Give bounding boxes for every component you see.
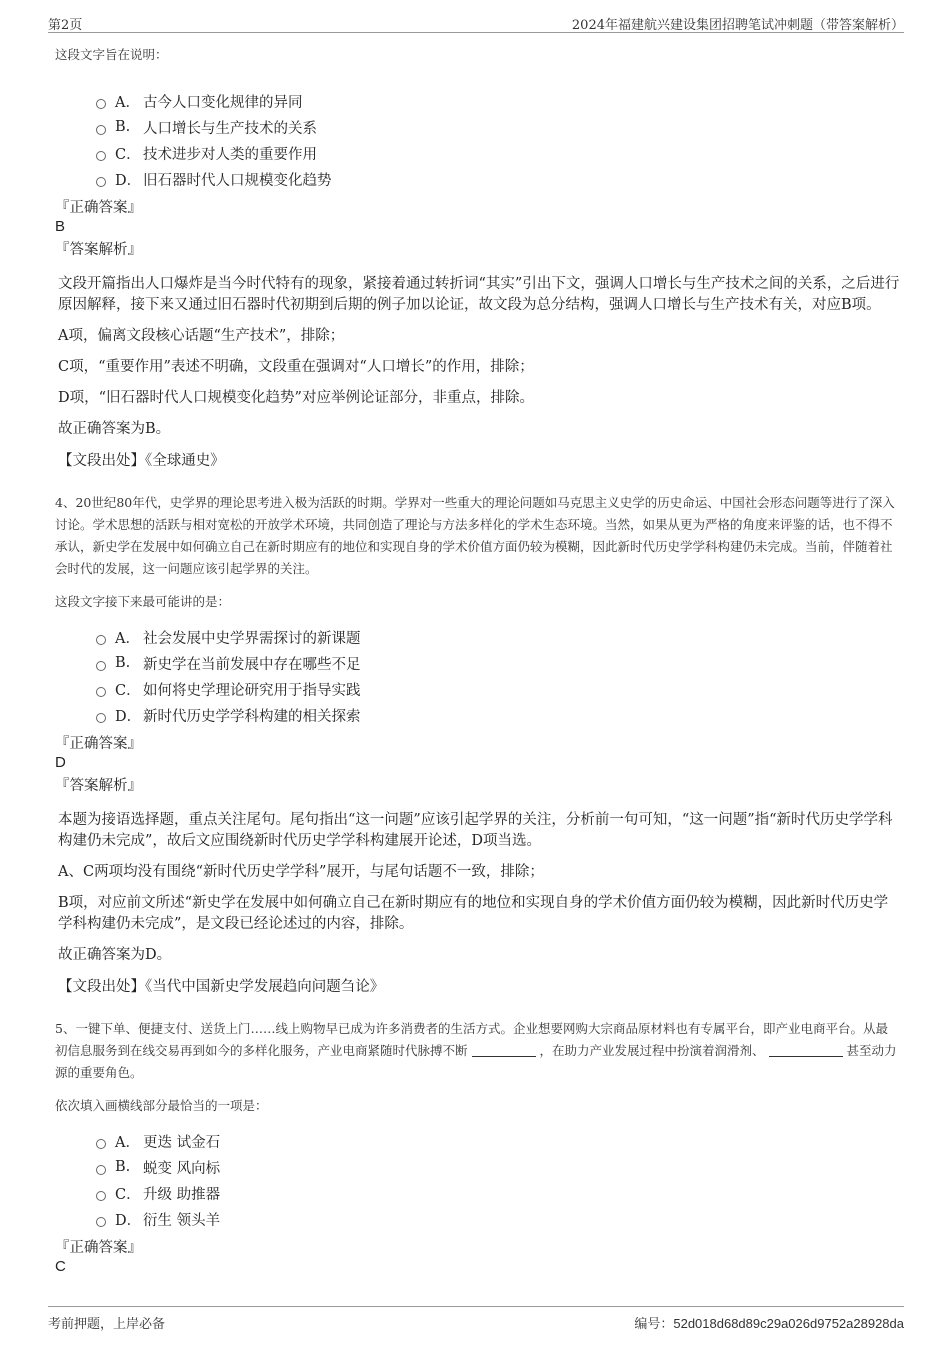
radio-icon[interactable] (96, 687, 106, 697)
analysis-paragraph: 文段开篇指出人口爆炸是当今时代特有的现象，紧接着通过转折词“其实”引出下文，强调人口增长与生产技术之间的关系，之后进行原因解释，接下来又通过旧石器时代初期到后期的例子加以论证，故文段为总分结构，强调人口增长与生产技术有关，对应B项。 (58, 276, 900, 313)
question-prompt: 依次填入画横线部分最恰当的一项是： (55, 1098, 268, 1113)
option-d[interactable]: D． 新时代历史学学科构建的相关探索 (96, 702, 900, 728)
analysis-paragraph: 故正确答案为D。 (58, 947, 172, 963)
question-4 (55, 492, 900, 998)
document-code: 编号：52d018d68d89c29a026d9752a28928da (634, 1316, 904, 1332)
analysis-paragraph: 故正确答案为B。 (58, 421, 171, 437)
page-footer (48, 1306, 904, 1335)
radio-icon[interactable] (96, 99, 106, 109)
radio-icon[interactable] (96, 1165, 106, 1175)
analysis-paragraph: C项，“重要作用”表述不明确，文段重在强调对“人口增长”的作用，排除； (58, 359, 534, 375)
option-a[interactable]: A． 更迭 试金石 (96, 1128, 900, 1154)
radio-icon[interactable] (96, 1191, 106, 1201)
radio-icon[interactable] (96, 151, 106, 161)
document-title: 2024年福建航兴建设集团招聘笔试冲刺题（带答案解析） (571, 18, 904, 33)
option-c[interactable]: C． 技术进步对人类的重要作用 (96, 140, 900, 166)
analysis-paragraph: A、C两项均没有围绕“新时代历史学学科”展开，与尾句话题不一致，排除； (58, 864, 544, 880)
option-b[interactable]: B. 人口增长与生产技术的关系 (96, 114, 900, 140)
radio-icon[interactable] (96, 1139, 106, 1149)
radio-icon[interactable] (96, 1217, 106, 1227)
page-header (48, 10, 904, 33)
correct-answer-label: 『正确答案』 (55, 736, 142, 752)
correct-answer-label: 『正确答案』 (55, 1240, 142, 1256)
option-b[interactable]: B. 蜕变 风向标 (96, 1154, 900, 1180)
correct-answer: C (55, 1258, 66, 1275)
radio-icon[interactable] (96, 177, 106, 187)
question-text: 4、20世纪80年代，史学界的理论思考进入极为活跃的时期。学界对一些重大的理论问题如马克思主义史学的历史命运、中国社会形态问题等进行了深入讨论。学术思想的活跃与相对宽松的开放学术环境，共同创造了理论与方法多样化的学术生态环境。当然，如果从更为严格的角度来评鉴的话，也不得不承认，新史学在发展中如何确立自己在新时期应有的地位和实现自身的学术价值方面仍较为模糊，因此新时代历史学学科构建仍未完成。当前，伴随着社会时代的发展，这一问题应该引起学界的关注。 (55, 495, 895, 576)
option-a[interactable]: A． 社会发展中史学界需探讨的新课题 (96, 624, 900, 650)
passage-source: 【文段出处】《全球通史》 (58, 453, 225, 469)
question-prompt: 这段文字旨在说明： (55, 47, 168, 62)
analysis-paragraph: A项，偏离文段核心话题“生产技术”，排除； (58, 328, 345, 344)
option-b[interactable]: B. 新史学在当前发展中存在哪些不足 (96, 650, 900, 676)
question-prompt: 这段文字接下来最可能讲的是： (55, 594, 231, 609)
fill-blank-1 (472, 1042, 536, 1057)
correct-answer: D (55, 754, 66, 771)
analysis-paragraph: D项，“旧石器时代人口规模变化趋势”对应举例论证部分，非重点，排除。 (58, 390, 534, 406)
question-3 (55, 44, 900, 472)
option-list (96, 88, 900, 192)
footer-slogan: 考前押题，上岸必备 (48, 1317, 166, 1332)
option-c[interactable]: C． 如何将史学理论研究用于指导实践 (96, 676, 900, 702)
analysis-label: 『答案解析』 (55, 242, 142, 258)
fill-blank-2 (769, 1042, 843, 1057)
analysis-label: 『答案解析』 (55, 778, 142, 794)
radio-icon[interactable] (96, 635, 106, 645)
analysis-paragraph: 本题为接语选择题，重点关注尾句。尾句指出“这一问题”应该引起学界的关注，分析前一句可知，“这一问题”指“新时代历史学学科构建仍未完成”，故后文应围绕新时代历史学学科构建展开论述，D项当选。 (58, 812, 893, 849)
question-5 (55, 1018, 900, 1276)
radio-icon[interactable] (96, 661, 106, 671)
correct-answer-label: 『正确答案』 (55, 200, 142, 216)
page-content (55, 44, 900, 1276)
option-d[interactable]: D． 衍生 领头羊 (96, 1206, 900, 1232)
passage-source: 【文段出处】《当代中国新史学发展趋向问题刍论》 (58, 979, 385, 995)
option-list (96, 624, 900, 728)
radio-icon[interactable] (96, 125, 106, 135)
option-list (96, 1128, 900, 1232)
analysis-paragraph: B项，对应前文所述“新史学在发展中如何确立自己在新时期应有的地位和实现自身的学术价值方面仍较为模糊，因此新时代历史学学科构建仍未完成”，是文段已经论述过的内容，排除。 (58, 895, 889, 932)
page-number: 第2页 (48, 18, 83, 33)
radio-icon[interactable] (96, 713, 106, 723)
option-d[interactable]: D． 旧石器时代人口规模变化趋势 (96, 166, 900, 192)
question-text: 5、一键下单、便捷支付、送货上门……线上购物早已成为许多消费者的生活方式。企业想要网购大宗商品原材料也有专属平台，即产业电商平台。从最初信息服务到在线交易再到如今的多样化服务，产业电商紧随时代脉搏不断 ，在助力产业发展过程中扮演着润滑剂、 甚至动力源的重要角色。 (55, 1021, 897, 1080)
correct-answer: B (55, 218, 66, 235)
option-c[interactable]: C． 升级 助推器 (96, 1180, 900, 1206)
option-a[interactable]: A． 古今人口变化规律的异同 (96, 88, 900, 114)
